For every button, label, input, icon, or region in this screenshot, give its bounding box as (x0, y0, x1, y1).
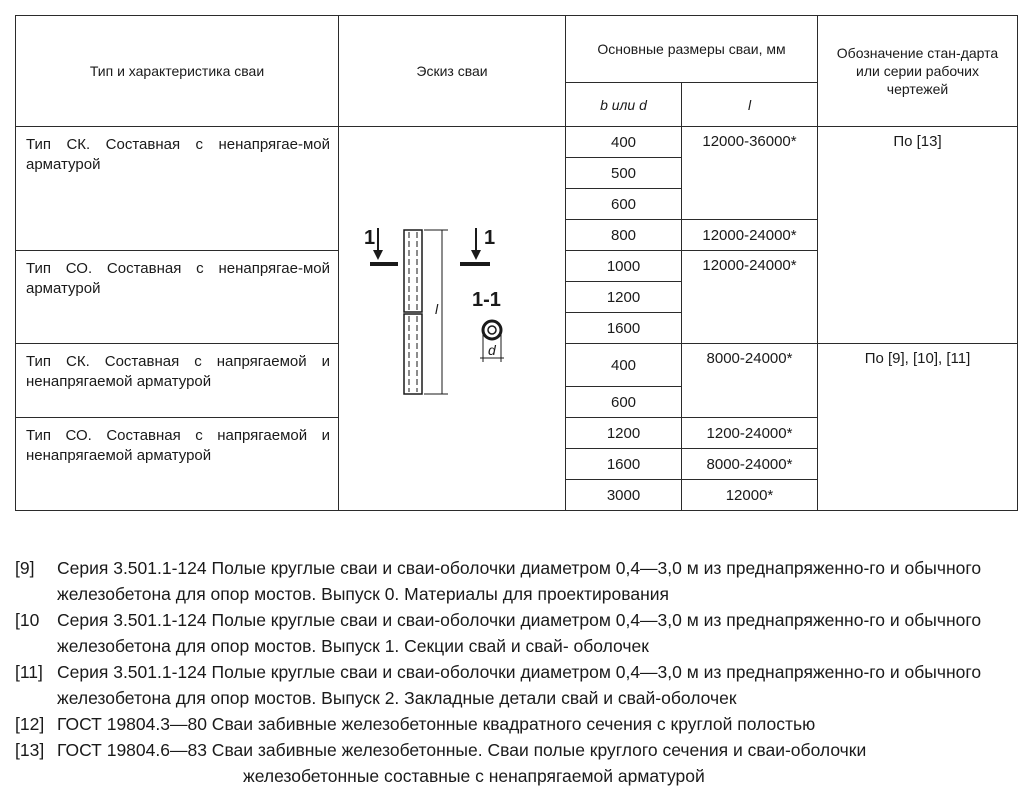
length-cell: 1200-24000* (682, 418, 818, 449)
reference-text: Серия 3.501.1-124 Полые круглые сваи и сваи-оболочки диаметром 0,4—3,0 м из преднапряженно-го и обычного железобетона для опор мостов. Выпуск 1. Секции свай и свай- оболочек (57, 610, 982, 656)
size-cell: 1600 (566, 313, 682, 344)
reference-text: Серия 3.501.1-124 Полые круглые сваи и сваи-оболочки диаметром 0,4—3,0 м из преднапряженно-го и обычного железобетона для опор мостов. Выпуск 0. Материалы для проектирования (57, 558, 982, 604)
reference-item (15, 711, 1015, 737)
length-cell: 12000-24000* (682, 220, 818, 251)
size-cell: 1200 (566, 418, 682, 449)
reference-text: Серия 3.501.1-124 Полые круглые сваи и сваи-оболочки диаметром 0,4—3,0 м из преднапряженно-го и обычного железобетона для опор мостов. Выпуск 2. Закладные детали свай и свай-оболочек (57, 662, 982, 708)
reference-text: ГОСТ 19804.6—83 Сваи забивные железобетонные. Сваи полые круглого сечения и сваи-оболочки (57, 740, 867, 760)
sketch-left-arrowhead (373, 250, 383, 260)
reference-number: [12] (15, 714, 45, 734)
size-cell: 1000 (566, 251, 682, 282)
type-cell: Тип СО. Составная с напрягаемой и ненапрягаемой арматурой (16, 418, 339, 511)
standard-cell: По [9], [10], [11] (818, 344, 1018, 511)
reference-number: [13] (15, 740, 45, 760)
references-list (15, 555, 1015, 789)
pile-lower-segment (404, 314, 422, 394)
section-inner-circle (488, 326, 496, 334)
reference-continuation: железобетонные составные с ненапрягаемой арматурой (243, 766, 705, 786)
reference-number: [10 (15, 610, 40, 630)
size-cell: 1600 (566, 449, 682, 480)
size-cell: 1200 (566, 282, 682, 313)
header-dimensions: Основные размеры сваи, мм (566, 16, 818, 83)
length-cell: 12000-36000* (682, 127, 818, 220)
header-type: Тип и характеристика сваи (16, 16, 339, 127)
size-cell: 3000 (566, 480, 682, 511)
reference-item (15, 659, 1015, 711)
reference-text: ГОСТ 19804.3—80 Сваи забивные железобетонные квадратного сечения с круглой полостью (57, 714, 816, 734)
standard-cell: По [13] (818, 127, 1018, 344)
sketch-right-mark: 1 (484, 227, 496, 249)
header-l: l (682, 83, 818, 127)
section-outer-circle (483, 321, 501, 339)
sketch-right-arrowhead (471, 250, 481, 260)
size-cell: 600 (566, 189, 682, 220)
type-cell: Тип СК. Составная с ненапрягае-мой арматурой (16, 127, 339, 251)
reference-item (15, 555, 1015, 607)
pile-sketch (339, 127, 566, 511)
pile-upper-segment (404, 230, 422, 312)
reference-number: [9] (15, 558, 35, 578)
size-cell: 600 (566, 387, 682, 418)
length-cell: 12000-24000* (682, 251, 818, 344)
type-cell: Тип СО. Составная с ненапрягае-мой арматурой (16, 251, 339, 344)
sketch-diameter-label: d (488, 342, 496, 358)
sketch-section-label: 1-1 (472, 289, 501, 311)
size-cell: 400 (566, 344, 682, 387)
header-bd: b или d (566, 83, 682, 127)
pile-sketch-drawing (352, 216, 552, 416)
length-cell: 12000* (682, 480, 818, 511)
length-cell: 8000-24000* (682, 449, 818, 480)
reference-item (15, 607, 1015, 659)
sketch-length-label: l (435, 301, 439, 317)
size-cell: 800 (566, 220, 682, 251)
pile-table (15, 15, 1018, 511)
header-sketch: Эскиз сваи (339, 16, 566, 127)
header-standard: Обозначение стан-дарта или серии рабочих чертежей (818, 16, 1018, 127)
size-cell: 500 (566, 158, 682, 189)
length-cell: 8000-24000* (682, 344, 818, 418)
type-cell: Тип СК. Составная с напрягаемой и ненапрягаемой арматурой (16, 344, 339, 418)
sketch-left-mark: 1 (364, 227, 376, 249)
reference-item (15, 737, 1015, 789)
reference-number: [11] (15, 662, 43, 682)
size-cell: 400 (566, 127, 682, 158)
